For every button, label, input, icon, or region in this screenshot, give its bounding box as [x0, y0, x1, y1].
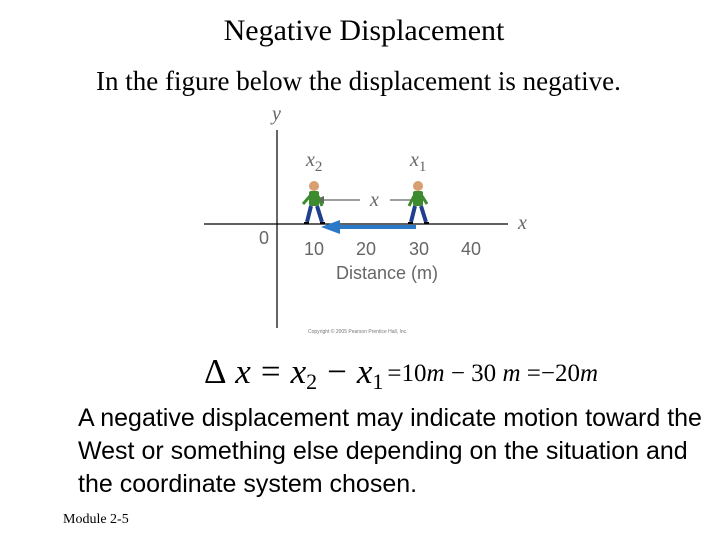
person-at-x2 [303, 181, 325, 223]
equation-x1: x1 [356, 352, 384, 394]
displacement-figure [190, 100, 540, 345]
displacement-label: x [370, 189, 379, 211]
x-axis-label: x [518, 212, 527, 234]
equation-variable: x [235, 352, 251, 391]
tick-label-10: 10 [304, 239, 325, 259]
origin-label: 0 [259, 228, 270, 248]
equation-equals: = [260, 352, 281, 391]
slide-title: Negative Displacement [223, 14, 505, 47]
equation-x1-subscript: 1 [372, 369, 384, 394]
y-axis-label: y [272, 103, 281, 125]
equation-x2: x2 [290, 352, 318, 394]
explanation-text: A negative displacement may indicate motion toward the West or something else depending on the situation and the coordinate system chosen. [78, 404, 702, 498]
x2-position-subscript: 2 [314, 159, 323, 175]
tick-label-30: 30 [409, 239, 430, 259]
displacement-equation [204, 352, 598, 395]
copyright-notice: Copyright © 2005 Pearson Prentice Hall, Inc. [308, 329, 408, 335]
x1-position-label: $x_1$ [410, 149, 427, 175]
equation-minus: − [327, 352, 347, 391]
tick-label-20: 20 [356, 239, 377, 259]
x1-position-subscript: 1 [418, 159, 427, 175]
x2-position-label: $x_2$ [306, 149, 323, 175]
tick-label-40: 40 [461, 239, 482, 259]
equation-x2-subscript: 2 [306, 369, 318, 394]
equation-result: =10m − 30 m =−20m [387, 360, 599, 387]
slide-subtitle: In the figure below the displacement is negative. [96, 66, 621, 96]
axis-title: Distance (m) [336, 263, 439, 283]
equation-delta: Δ [204, 352, 227, 391]
module-footer: Module 2-5 [63, 512, 129, 527]
person-at-x1 [408, 181, 429, 223]
